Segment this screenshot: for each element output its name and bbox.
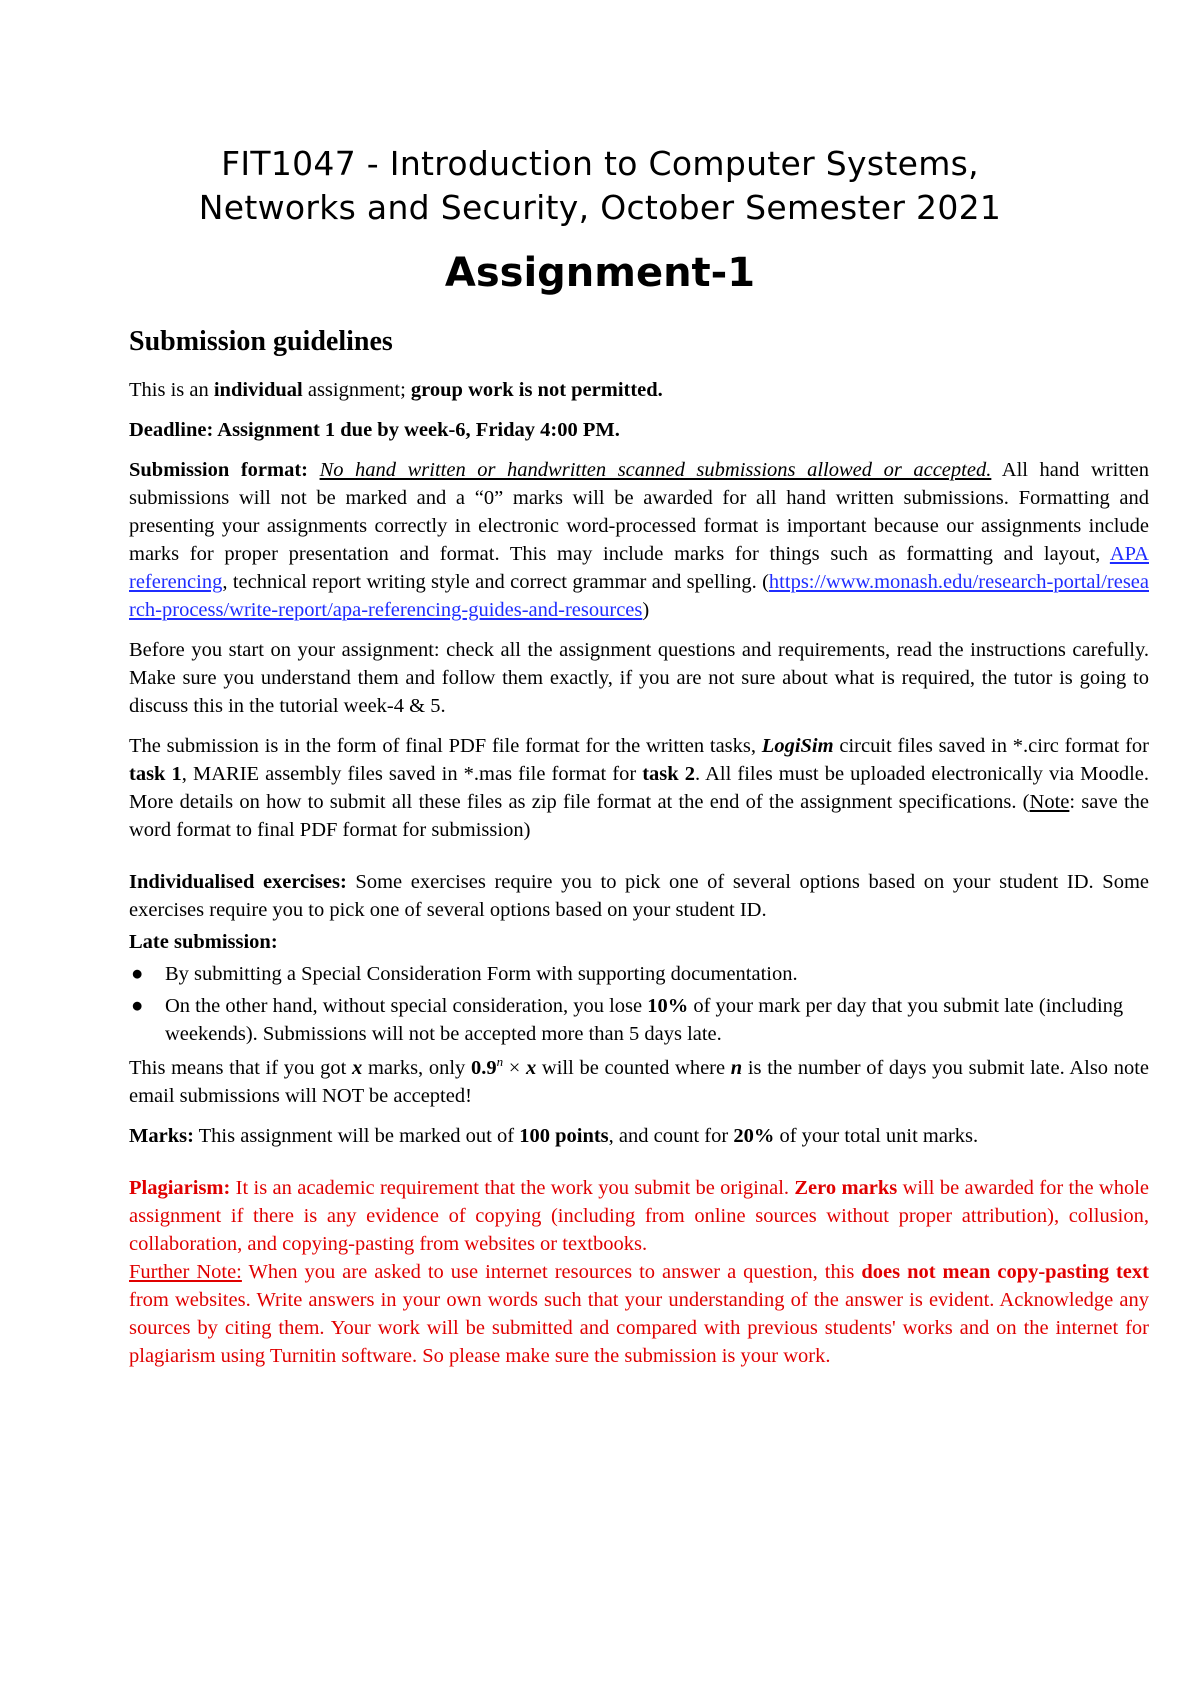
course-title-line-2: Networks and Security, October Semester 2021	[198, 188, 1002, 227]
bullet-icon: ●	[131, 995, 144, 1017]
late-penalty-paragraph: This means that if you got x marks, only $0.9^n \times x$ will be counted where n is the number of days you submit late. Also note email submissions will NOT be accepted!	[129, 1054, 1150, 1107]
individualised-paragraph: Individualised exercises: Some exercises require you to pick one of several options based on your student ID. Some exercises require you to pick one of several options based on your student ID.	[129, 871, 1149, 921]
document-header	[0, 142, 1200, 298]
late-submission-list	[129, 960, 1149, 1048]
section-heading: Submission guidelines	[129, 326, 393, 357]
plagiarism-paragraph: Plagiarism: It is an academic requirement that the work you submit be original. Zero marks will be awarded for the whole assignment if there is any evidence of copying (including from online sources without proper attribution), collusion, collaboration, and copying-pasting from websites or textbooks. Further Note: When you are asked to use internet resources to answer a question, this does not mean copy-pasting text from websites. Write answers in your own words such that your understanding of the answer is evident. Acknowledge any sources by citing them. Your work will be submitted and compared with previous students' works and on the internet for plagiarism using Turnitin software. So please make sure the submission is your work.	[129, 1177, 1149, 1367]
before-paragraph: Before you start on your assignment: check all the assignment questions and requirements, read the instructions carefully. Make sure you understand them and follow them exactly, if you are not sure about what is required, the tutor is going to discuss this in the tutorial week-4 & 5.	[129, 639, 1149, 717]
individual-paragraph: This is an individual assignment; group work is not permitted.	[129, 379, 663, 401]
list-item: ● On the other hand, without special consideration, you lose 10% of your mark per day that you submit late (including weekends). Submissions will not be accepted more than 5 days late.	[129, 992, 1149, 1048]
late-submission-heading: Late submission:	[129, 931, 278, 953]
assignment-title: Assignment-1	[444, 250, 756, 296]
bullet-icon: ●	[131, 963, 144, 985]
submission-paragraph: The submission is in the form of final PDF file format for the written tasks, LogiSim circuit files saved in *.circ format for task 1, MARIE assembly files saved in *.mas file format for task 2. All files must be uploaded electronically via Moodle. More details on how to submit all these files as zip file format at the end of the assignment specifications. (Note: save the word format to final PDF format for submission)	[129, 735, 1149, 841]
marks-paragraph: Marks: This assignment will be marked out of 100 points, and count for 20% of your total unit marks.	[129, 1125, 979, 1147]
list-item: ● By submitting a Special Consideration Form with supporting documentation.	[129, 960, 1149, 988]
course-title-line-1: FIT1047 - Introduction to Computer Systems,	[221, 144, 979, 183]
document-body	[129, 322, 1149, 1382]
monash-apa-url-link[interactable]: https://www.monash.edu/research-portal/research-process/write-report/apa-referencing-guides-and-resources	[129, 571, 1149, 621]
apa-referencing-link[interactable]: APA referencing	[129, 543, 1149, 593]
deadline-paragraph: Deadline: Assignment 1 due by week-6, Friday 4:00 PM.	[129, 419, 620, 441]
format-paragraph: Submission format: No hand written or handwritten scanned submissions allowed or accepted. All hand written submissions will not be marked and a “0” marks will be awarded for all hand written submissions. Formatting and presenting your assignments correctly in electronic word-processed format is important because our assignments include marks for proper presentation and format. This may include marks for things such as formatting and layout, APA referencing, technical report writing style and correct grammar and spelling. (https://www.monash.edu/research-portal/research-process/write-report/apa-referencing-guides-and-resources)	[129, 459, 1150, 621]
